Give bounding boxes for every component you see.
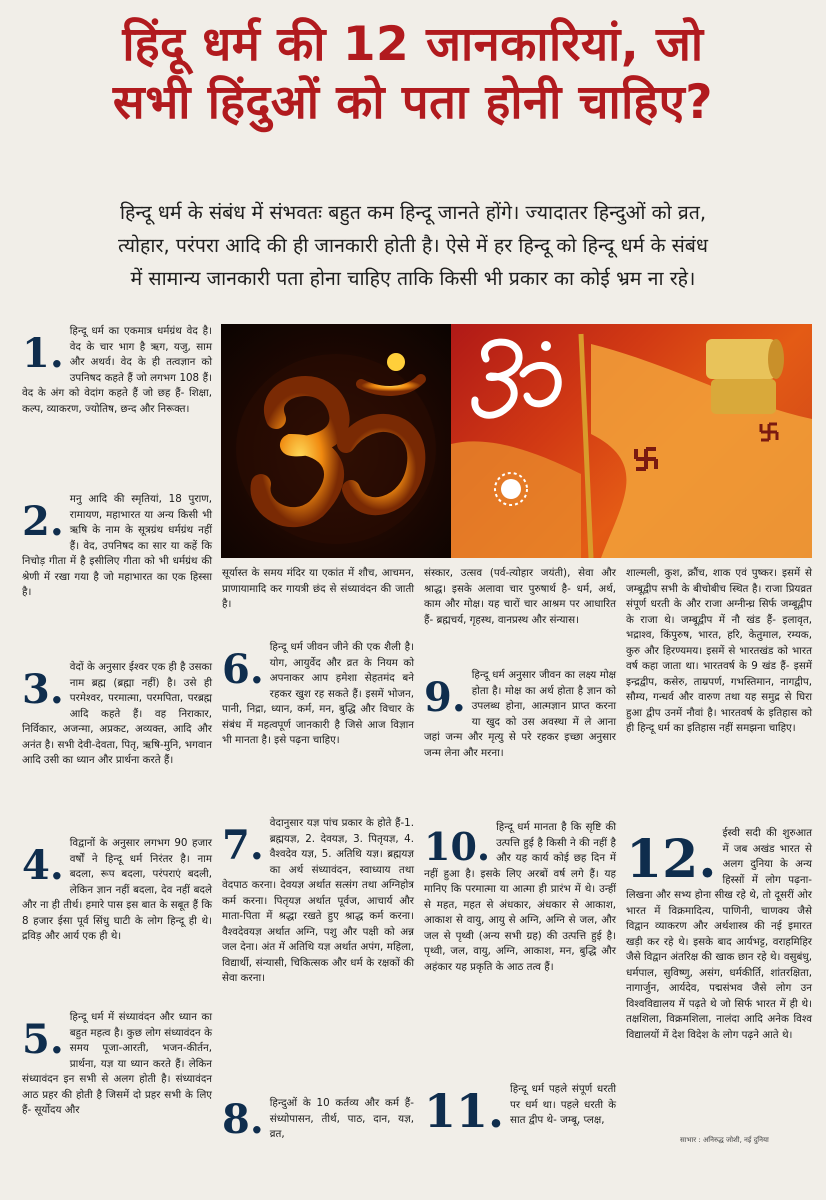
section-text: ईस्वी सदी की शुरुआत में जब अखंड भारत से अलग दुनिया के अन्य हिस्सों में लोग पढ़ना-लिखना और सभ्य होना सीख रहे थे, तो दूसरीं ओर भारत में विक्रमादित्य, पाणिनी, चाणक्य जैसे विद्वान व्याकरण और अर्थशास्त्र की नई इमारत खड़ी कर रहे थे। इसके बाद आर्यभट्ट, वराहमिहिर जैसे विद्वान अंतरिक्ष की खाक छान रहे थे। वसुबंधु, धर्मपाल, सुविष्णु, असंग, धर्मकीर्ति, शांतरक्षिता, नागार्जुन, आर्यदेव, पद्मसंभव जैसे लोग उन विश्वविद्यालय में पढ़ते थे जो सिर्फ भारत में ही थे। तक्षशिला, विक्रमशिला, नालंदा आदि अनेक विश्व विद्यालयों में देश विदेश के लोग पढ़ने आते थे। bbox=[626, 827, 812, 1041]
saffron-flag-image bbox=[451, 324, 812, 558]
section-7 bbox=[222, 816, 414, 987]
section-text: हिन्दुओं के 10 कर्तव्य और कर्म हैं- संध्योपासन, तीर्थ, पाठ, दान, यज्ञ, व्रत, bbox=[269, 1097, 414, 1140]
title-line-1: हिंदू धर्म की 12 जानकारियां, जो bbox=[122, 17, 704, 72]
section-number: 5. bbox=[22, 1016, 64, 1063]
page-title bbox=[0, 16, 826, 132]
section-4 bbox=[22, 836, 212, 945]
section-number: 11. bbox=[424, 1084, 505, 1138]
intro-line-2: त्योहार, परंपरा आदि की ही जानकारी होती है। ऐसे में हर हिन्दू को हिन्दू धर्म के संबंध bbox=[118, 234, 708, 257]
section-text: हिन्दू धर्म पहले संपूर्ण धरती पर धर्म था। पहले धरती के सात द्वीप थे- जम्बू, प्लक्ष, bbox=[510, 1083, 616, 1126]
section-11-continued bbox=[626, 566, 812, 737]
source-credit: साभार : अनिरुद्ध जोशी, नई दुनिया bbox=[680, 1136, 769, 1144]
section-text: वेदों के अनुसार ईश्वर एक ही है उसका नाम ब्रह्म (ब्रह्मा नहीं) है। उसे ही परमेश्वर, परमात्मा, परमपिता, परब्रह्म आदि कहते हैं। वह निराकार, निर्विकार, अजन्मा, अप्रकट, अव्यक्त, आदि और अनंत है। सभी देवी-देवता, पितृ, ऋषि-मुनि, भगवान आदि उसी का ध्यान और प्रार्थना करते हैं। bbox=[22, 661, 212, 766]
section-number: 1. bbox=[22, 330, 64, 377]
section-text: शाल्मली, कुश, क्रौंच, शाक एवं पुष्कर। इसमें से जम्बूद्वीप सभी के बीचोबीच स्थित है। राजा प्रियव्रत संपूर्ण धरती के और राजा अग्नीन्ध्र सिर्फ जम्बूद्वीप के राजा थे। जम्बूद्वीप में नौ खंड हैं- इलावृत, भद्राश्व, किंपुरुष, भारत, हरि, केतुमाल, रम्यक, कुरु और हिरण्यमय। इसमें से भारतखंड को भारत वर्ष कहा जाता था। भारतवर्ष के 9 खंड हैं- इसमें इन्द्रद्वीप, कसेरु, ताम्रपर्ण, गभस्तिमान, नागद्वीप, सौम्य, गन्धर्व और वारुण तथा यह समुद्र से घिरा हुआ द्वीप उनमें नौवां है। भारतवर्ष के इतिहास को ही हिन्दू धर्म का इतिहास नहीं समझना चाहिए। bbox=[626, 567, 812, 734]
section-11 bbox=[424, 1082, 616, 1138]
section-1 bbox=[22, 324, 212, 417]
section-text: हिन्दू धर्म में संध्यावंदन और ध्यान का बहुत महत्व है। कुछ लोग संध्यावंदन के समय पूजा-आरती, भजन-कीर्तन, प्रार्थना, यज्ञ या ध्यान करते हैं। लेकिन संध्यावंदन इन सभी से अलग होती है। संध्यावंदन आठ प्रहर की होती है जिसमें दो प्रहर सभी के लिए हैं- सूर्योदय और bbox=[22, 1011, 212, 1116]
section-6 bbox=[222, 640, 414, 749]
hero-image bbox=[221, 324, 812, 558]
section-number: 8. bbox=[222, 1096, 264, 1143]
section-number: 12. bbox=[626, 829, 717, 890]
title-line-2: सभी हिंदुओं को पता होनी चाहिए? bbox=[112, 75, 714, 130]
section-text: वेदानुसार यज्ञ पांच प्रकार के होते हैं-1. ब्रह्मयज्ञ, 2. देवयज्ञ, 3. पितृयज्ञ, 4. वैश्वदेव यज्ञ, 5. अतिथि यज्ञ। ब्रह्मयज्ञ का अर्थ संध्यावंदन, स्वाध्याय तथा वेदपाठ करना। देवयज्ञ अर्थात सत्संग तथा अग्निहोत्र कर्म करना। पितृयज्ञ अर्थात पूर्वज, आचार्य और माता-पिता में श्रद्धा रखते हुए श्राद्ध कर्म करना। वैश्वदेवयज्ञ अर्थात अग्नि, पशु और पक्षी को अन्न जल देना। अंत में अतिथि यज्ञ अर्थात अपंग, महिला, विद्यार्थी, संन्यासी, चिकित्सक और धर्म के रक्षकों की सेवा करना। bbox=[222, 817, 414, 984]
section-10 bbox=[424, 820, 616, 975]
om-white-icon bbox=[475, 341, 558, 415]
section-number: 7. bbox=[222, 822, 264, 869]
section-5 bbox=[22, 1010, 212, 1119]
section-text: हिन्दू धर्म मानता है कि सृष्टि की उत्पत्ति हुई है किसी ने की नहीं है और यह कार्य कोई छह दिन में नहीं हुआ है। इसके लिए अरबों वर्ष लगे हैं। यह मानिए कि परमात्मा या आत्मा ही प्रारंभ में थे। उन्हीं से महत, महत से अंधकार, अंधकार से आकाश, आकाश से वायु, आयु से अग्नि, अग्नि से जल, और जल से पृथ्वी (अन्य सभी ग्रह) की उत्पत्ति हुई है। पृथ्वी, जल, वायु, अग्नि, आकाश, मन, बुद्धि और अहंकार यह प्रकृति के आठ तत्व हैं। bbox=[424, 821, 616, 973]
intro-line-3: में सामान्य जानकारी पता होना चाहिए ताकि किसी भी प्रकार का कोई भ्रम ना रहे। bbox=[130, 267, 696, 290]
section-number: 6. bbox=[222, 646, 264, 693]
section-text: हिन्दू धर्म का एकमात्र धर्मग्रंथ वेद है। वेद के चार भाग है ऋग, यजु, साम और अथर्व। वेद के ही तत्वज्ञान को उपनिषद कहते हैं जो लगभग 108 हैं। वेद के अंग को वेदांग कहते हैं जो छह हैं- शिक्षा, कल्प, व्याकरण, ज्योतिष, छन्द और निरूक्त। bbox=[22, 325, 212, 415]
section-3 bbox=[22, 660, 212, 769]
om-symbol-icon bbox=[221, 324, 451, 558]
section-8 bbox=[222, 1096, 414, 1143]
intro-line-1: हिन्दू धर्म के संबंध में संभवतः बहुत कम हिन्दू जानते होंगे। ज्यादातर हिन्दुओं को व्रत, bbox=[119, 201, 707, 224]
section-9 bbox=[424, 668, 616, 761]
section-text: संस्कार, उत्सव (पर्व-त्योहार जयंती), सेवा और श्राद्ध। इसके अलावा चार पुरुषार्थ है- धर्म, अर्थ, काम और मोक्ष। यह चारों चार आश्रम पर आधारित हैं- ब्रह्मचर्य, गृहस्थ, वानप्रस्थ और संन्यास। bbox=[424, 567, 616, 626]
section-2 bbox=[22, 492, 212, 601]
section-12 bbox=[626, 826, 812, 1043]
scroll-bundle-icon bbox=[706, 339, 784, 414]
section-number: 9. bbox=[424, 674, 466, 721]
flag-illustration bbox=[451, 324, 812, 558]
section-5-continued bbox=[222, 566, 414, 613]
section-number: 2. bbox=[22, 498, 64, 545]
section-8-continued bbox=[424, 566, 616, 628]
section-text: हिन्दू धर्म अनुसार जीवन का लक्ष्य मोक्ष होता है। मोक्ष का अर्थ होता है ज्ञान को उपलब्ध होना, आत्मज्ञान प्राप्त करना या खुद को उस अवस्था में ले आना जहां जन्म और मृत्यु से परे रहकर इच्छा अनुसार जन्म लेना और मरना। bbox=[424, 669, 616, 759]
intro-paragraph bbox=[30, 196, 796, 295]
section-text: सूर्यास्त के समय मंदिर या एकांत में शौच, आचमन, प्राणायामादि कर गायत्री छंद से संध्यावंदन की जाती है। bbox=[222, 567, 414, 610]
section-text: हिन्दू धर्म जीवन जीने की एक शैली है। योग, आयुर्वेद और व्रत के नियम को अपनाकर आप हमेशा सेहतमंद बने रहकर खुश रह सकते हैं। इसमें भोजन, पानी, निद्रा, ध्यान, कर्म, मन, बुद्धि और विचार के संबंध में महत्वपूर्ण जानकारी है जिसे आज विज्ञान भी मानता है। इसे पढ़ना चाहिए। bbox=[222, 641, 414, 746]
om-fire-image bbox=[221, 324, 451, 558]
section-number: 10. bbox=[424, 824, 491, 869]
section-number: 4. bbox=[22, 842, 64, 889]
section-number: 3. bbox=[22, 666, 64, 713]
section-text: विद्वानों के अनुसार लगभग 90 हजार वर्षों ने हिन्दू धर्म निरंतर है। नाम बदला, रूप बदला, परंपराएं बदली, लेकिन ज्ञान नहीं बदला, देव नहीं बदले और ना ही तीर्थ। हमारे पास इस बात के सबूत हैं कि 8 हजार ईसा पूर्व सिंधु घाटी के लोग हिन्दू ही थे। द्रविड़ और आर्य एक ही थे। bbox=[22, 837, 212, 942]
section-text: मनु आदि की स्मृतियां, 18 पुराण, रामायण, महाभारत या अन्य किसी भी ऋषि के नाम के सूत्रग्रंथ धर्मग्रंथ नहीं हैं। वेद, उपनिषद का सार या कहें कि निचोड़ गीता में है इसीलिए गीता को भी धर्मग्रंथ की श्रेणी में रखा गया है जो महाभारत का एक हिस्सा है। bbox=[22, 493, 212, 598]
